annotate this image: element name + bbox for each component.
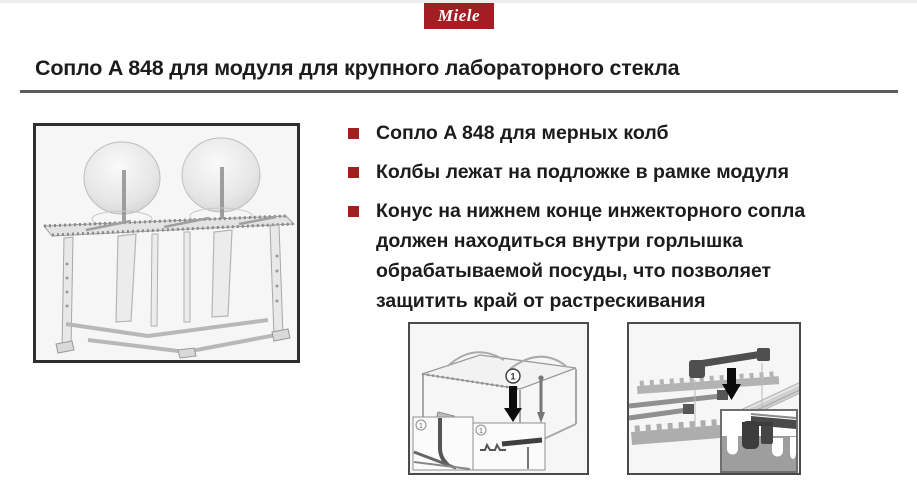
serrated-rail-back	[637, 371, 780, 394]
leg-back-right	[184, 232, 190, 322]
leg-front-left	[62, 237, 73, 351]
tube-cap	[683, 404, 694, 414]
title-divider	[20, 90, 898, 93]
foot-middle	[178, 348, 196, 358]
leg-front-right	[270, 225, 283, 336]
inset-callout-label: 1	[479, 428, 483, 435]
cross-tube	[629, 410, 687, 418]
injector-pin-right	[220, 167, 224, 223]
support-placement-illustration	[629, 324, 799, 473]
cross-tube	[629, 396, 721, 406]
inset-callout-label: 1	[419, 423, 423, 430]
miele-logo-text: Miele	[437, 6, 481, 25]
inset-clip-detail	[721, 410, 797, 472]
module-rim	[422, 355, 576, 389]
inset-clamp-detail	[413, 417, 473, 470]
page-title: Сопло A 848 для модуля для крупного лабораторного стекла	[35, 56, 680, 80]
bullet-text: Сопло A 848 для мерных колб	[376, 122, 669, 144]
injector-pin-left	[122, 170, 126, 226]
callout-1-label: 1	[510, 371, 516, 382]
funnel-tube-left	[116, 234, 136, 322]
list-item	[348, 157, 893, 187]
list-item	[348, 196, 893, 316]
bullet-square-icon	[348, 167, 359, 178]
figure-support-placement	[627, 322, 801, 475]
bullet-square-icon	[348, 128, 359, 139]
bottom-pipe-back	[66, 320, 268, 336]
inset-serration-detail	[473, 423, 545, 470]
nozzle-cone	[537, 412, 545, 423]
bullet-square-icon	[348, 206, 359, 217]
bullet-list	[348, 118, 893, 325]
figure-nozzle-insertion	[408, 322, 589, 475]
leg-back-left	[151, 234, 158, 326]
foot-left	[56, 341, 74, 353]
bullet-text: Колбы лежат на подложке в рамке модуля	[376, 161, 790, 183]
bullet-text: Конус на нижнем конце инжекторного сопла должен находиться внутри горлышка обрабатываемой посуды, что позволяет защитить край от растрескивания	[376, 200, 806, 312]
nozzle-head	[538, 375, 543, 380]
funnel-tube-right	[212, 230, 232, 317]
figure-module-with-flasks	[33, 123, 300, 363]
nozzle-insertion-illustration	[410, 324, 587, 473]
module-with-flasks-illustration	[36, 126, 297, 360]
list-item	[348, 118, 893, 148]
tube-cap	[717, 390, 728, 400]
miele-logo	[424, 3, 494, 29]
